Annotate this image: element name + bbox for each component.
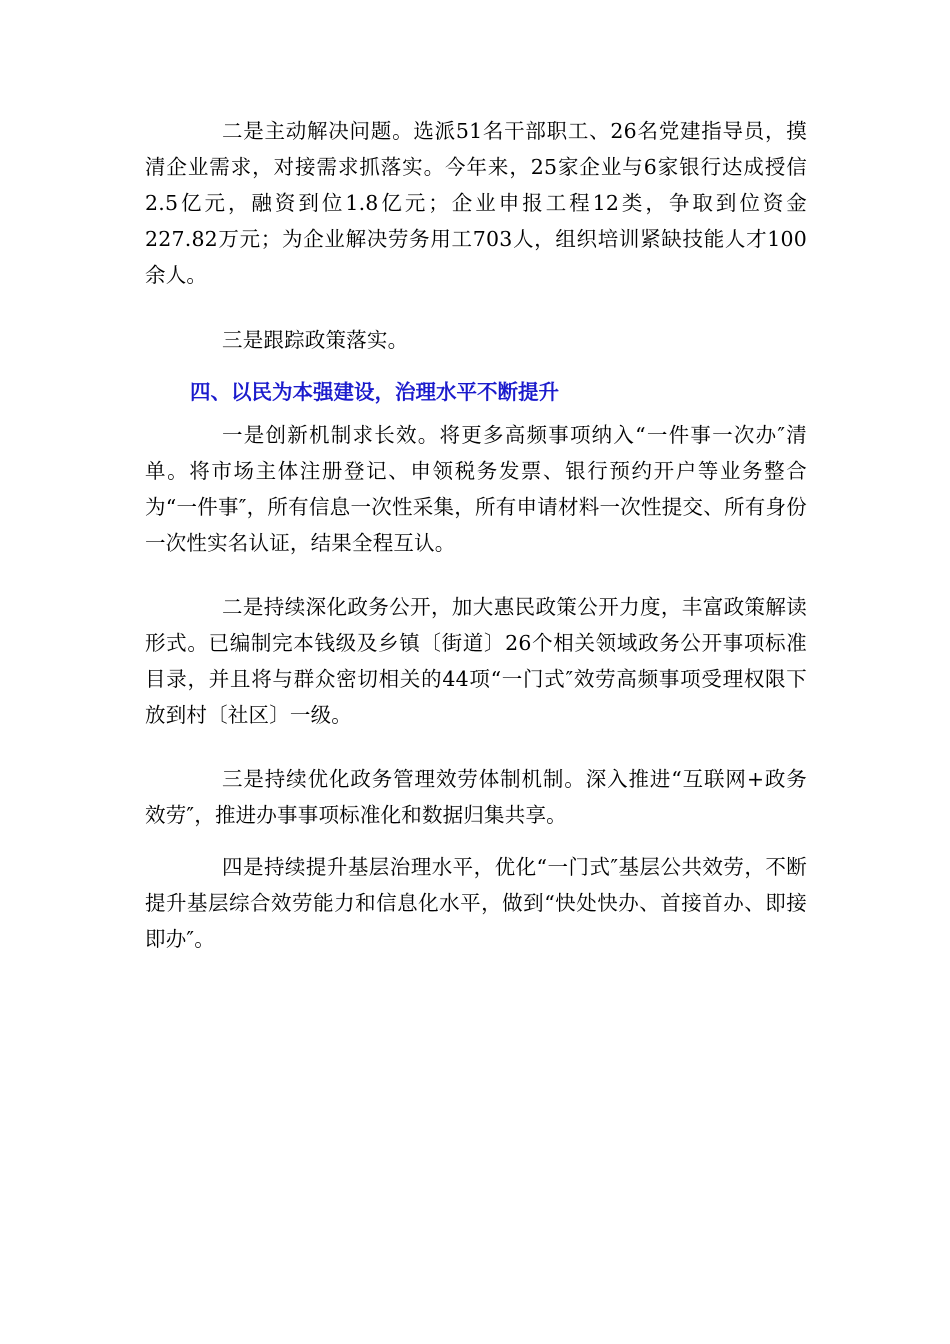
section-heading: 四、以民为本强建设，治理水平不断提升: [190, 380, 559, 404]
paragraph-solve-problems: 二是主动解决问题。选派51名干部职工、26名党建指导员，摸清企业需求，对接需求抓落实。今年来，25家企业与6家银行达成授信2.5亿元，融资到位1.8亿元；企业申报工程12类，争取到位资金227.82万元；为企业解决劳务用工703人，组织培训紧缺技能人才100余人。: [145, 119, 807, 287]
paragraph-grassroots-governance: 四是持续提升基层治理水平，优化“一门式″基层公共效劳，不断提升基层综合效劳能力和信息化水平，做到“快处快办、首接首办、即接即办″。: [145, 855, 807, 951]
paragraph-optimize-services: 三是持续优化政务管理效劳体制机制。深入推进“互联网+政务效劳″，推进办事事项标准化和数据归集共享。: [145, 767, 807, 827]
paragraph-government-openness: 二是持续深化政务公开，加大惠民政策公开力度，丰富政策解读形式。已编制完本钱级及乡镇〔街道〕26个相关领域政务公开事项标准目录，并且将与群众密切相关的44项“一门式″效劳高频事项受理权限下放到村〔社区〕一级。: [145, 595, 807, 727]
paragraph-track-policy: 三是跟踪政策落实。: [222, 328, 409, 352]
paragraph-innovate-mechanism: 一是创新机制求长效。将更多高频事项纳入“一件事一次办″清单。将市场主体注册登记、申领税务发票、银行预约开户等业务整合为“一件事″，所有信息一次性采集，所有申请材料一次性提交、所有身份一次性实名认证，结果全程互认。: [145, 423, 807, 555]
